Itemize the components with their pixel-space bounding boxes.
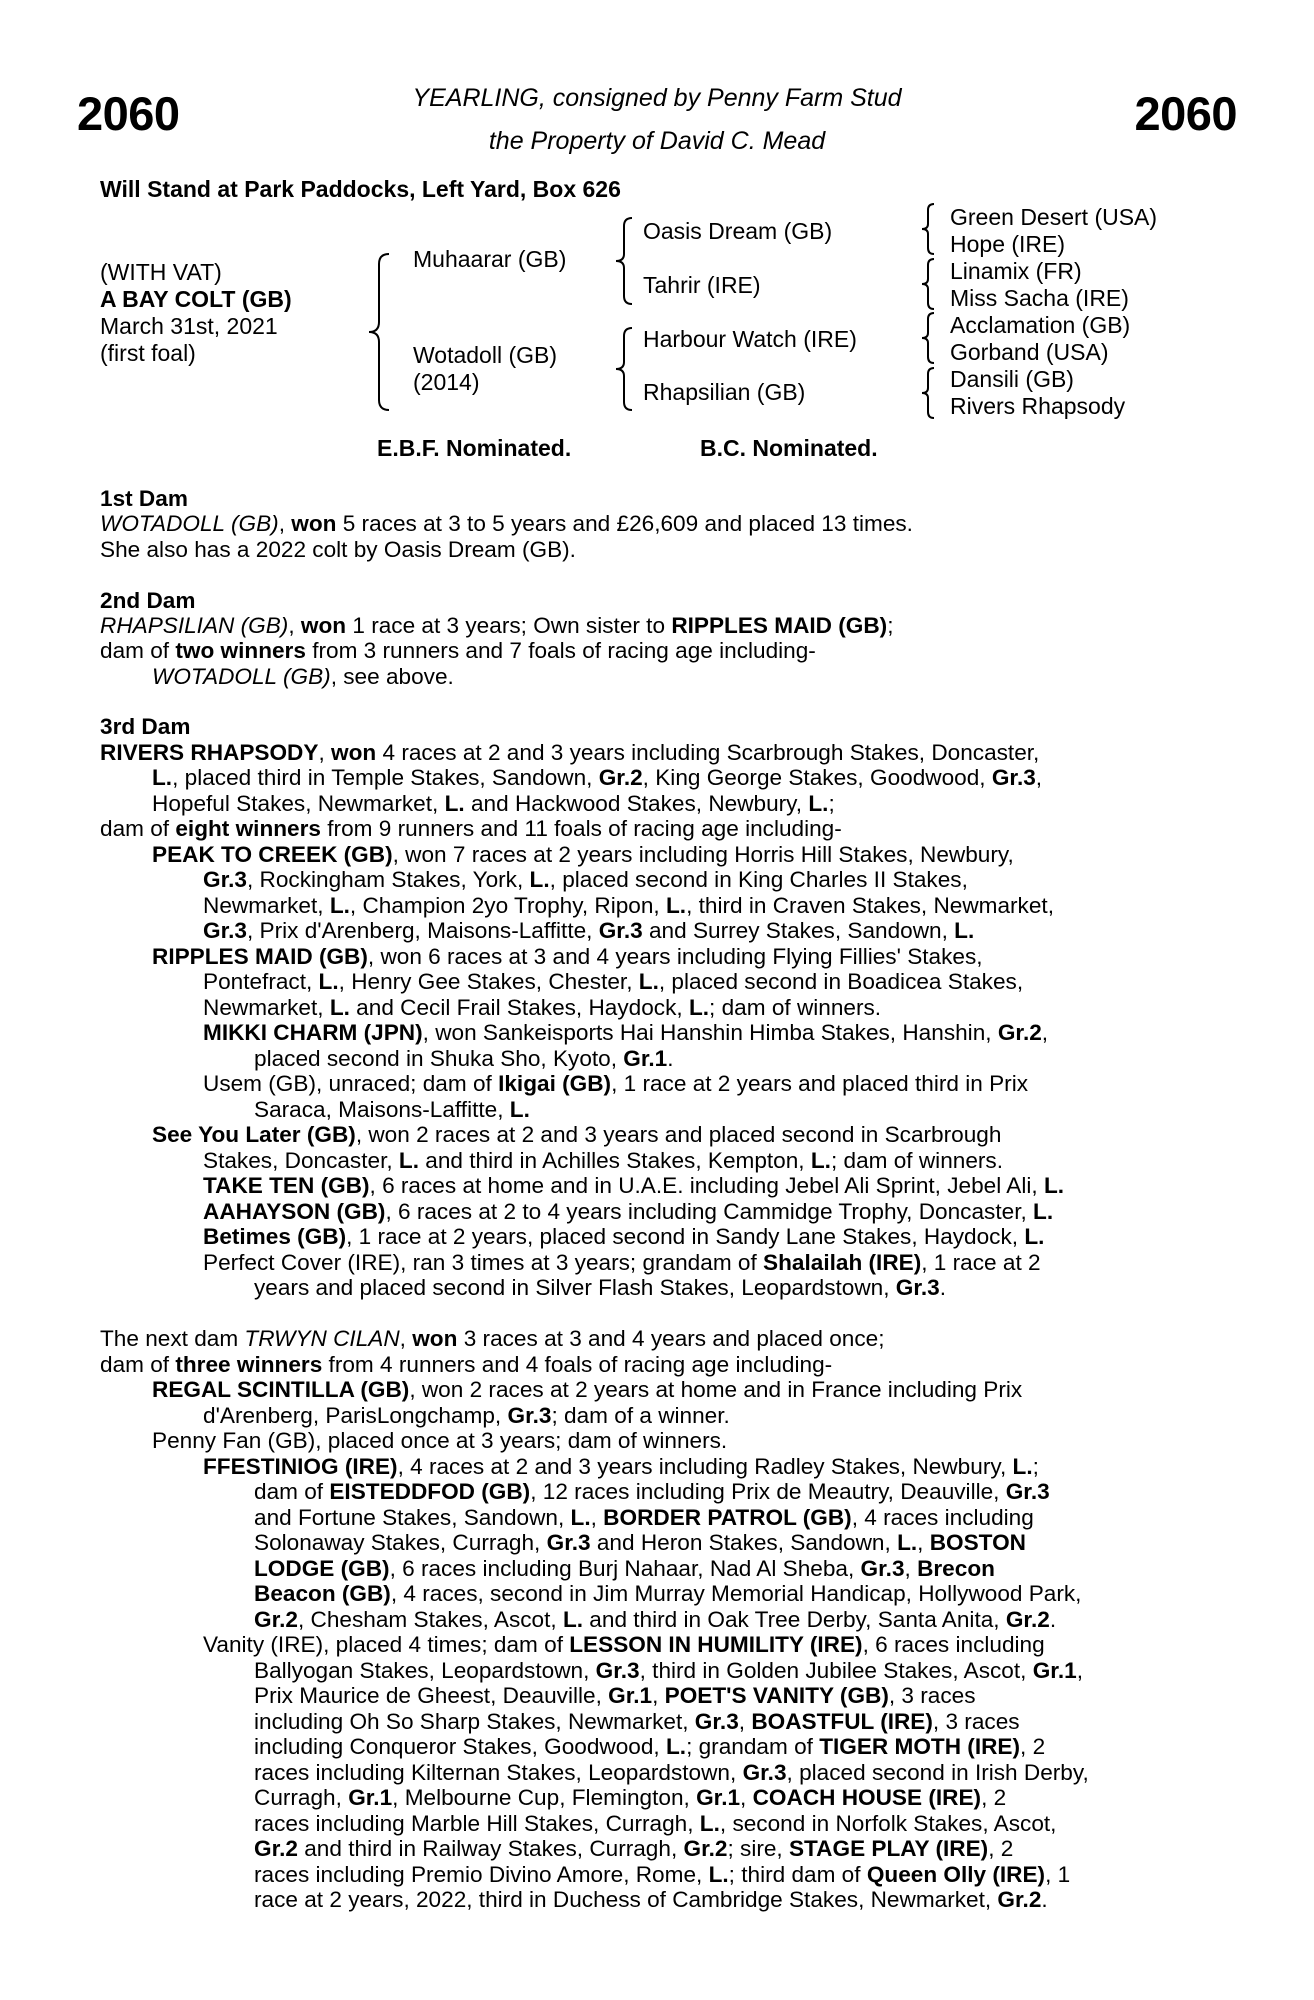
pedigree-brace-sire [612,216,636,306]
foal-note: (first foal) [100,340,196,366]
third-dam-line-3: Hopeful Stakes, Newmarket, L. and Hackwood Stakes, Newbury, L.; [152,791,835,816]
progeny-ffest-3: and Fortune Stakes, Sandown, L., BORDER PATROL (GB), 4 races including [254,1505,1034,1530]
pedigree-sire-sire: Oasis Dream (GB) [643,218,833,244]
progeny-ffest-7: Gr.2, Chesham Stakes, Ascot, L. and third in Oak Tree Derby, Santa Anita, Gr.2. [254,1607,1057,1632]
progeny-ffest-2: dam of EISTEDDFOD (GB), 12 races including Prix de Meautry, Deauville, Gr.3 [254,1479,1050,1504]
progeny-pennyfan: Penny Fan (GB), placed once at 3 years; dam of winners. [152,1428,728,1453]
progeny-ripples-2: Pontefract, L., Henry Gee Stakes, Chester, L., placed second in Boadicea Stakes, [203,969,1024,994]
third-dam-line-4: dam of eight winners from 9 runners and 11 foals of racing age including- [100,816,842,841]
pedigree-dam-year: (2014) [413,369,480,395]
bc-nominated: B.C. Nominated. [700,435,878,461]
vat-note: (WITH VAT) [100,259,222,285]
first-dam-line-2: She also has a 2022 colt by Oasis Dream (GB). [100,537,576,562]
progeny-ffest-6: Beacon (GB), 4 races, second in Jim Murray Memorial Handicap, Hollywood Park, [254,1581,1082,1606]
third-dam-line-1: RIVERS RHAPSODY, won 4 races at 2 and 3 years including Scarbrough Stakes, Doncaster, [100,740,1040,765]
progeny-ripples-3: Newmarket, L. and Cecil Frail Stakes, Haydock, L.; dam of winners. [203,995,882,1020]
progeny-vanity-4: including Oh So Sharp Stakes, Newmarket, Gr.3, BOASTFUL (IRE), 3 races [254,1709,1020,1734]
progeny-seeyou-2: Stakes, Doncaster, L. and third in Achilles Stakes, Kempton, L.; dam of winners. [203,1148,1003,1173]
progeny-peak-3: Newmarket, L., Champion 2yo Trophy, Ripon, L., third in Craven Stakes, Newmarket, [203,893,1054,918]
pedigree-sss: Green Desert (USA) [950,204,1158,230]
progeny-ffest-1: FFESTINIOG (IRE), 4 races at 2 and 3 years including Radley Stakes, Newbury, L.; [203,1454,1039,1479]
progeny-vanity-8: races including Marble Hill Stakes, Curragh, L., second in Norfolk Stakes, Ascot, [254,1811,1057,1836]
third-dam-line-2: L., placed third in Temple Stakes, Sandown, Gr.2, King George Stakes, Goodwood, Gr.3, [152,765,1043,790]
pedigree-brace-ss [918,202,938,256]
property-line: the Property of David C. Mead [488,127,826,155]
lot-number-right: 2060 [1134,87,1237,140]
progeny-aahayson: AAHAYSON (GB), 6 races at 2 to 4 years including Cammidge Trophy, Doncaster, L. [203,1199,1054,1224]
next-dam-line-1: The next dam TRWYN CILAN, won 3 races at 3 and 4 years and placed once; [100,1326,885,1351]
pedigree-brace-ds [918,311,938,365]
pedigree-sire: Muhaarar (GB) [413,246,567,272]
pedigree-dds: Dansili (GB) [950,366,1074,392]
pedigree-brace-dd [918,366,938,420]
progeny-vanity-3: Prix Maurice de Gheest, Deauville, Gr.1, POET'S VANITY (GB), 3 races [254,1683,976,1708]
pedigree-dsd: Gorband (USA) [950,339,1109,365]
progeny-betimes: Betimes (GB), 1 race at 2 years, placed second in Sandy Lane Stakes, Haydock, L. [203,1224,1045,1249]
first-dam-heading: 1st Dam [100,486,188,511]
pedigree-brace-dam [612,326,636,412]
progeny-ripples-1: RIPPLES MAID (GB), won 6 races at 3 and 4 years including Flying Fillies' Stakes, [152,944,983,969]
progeny-regal-1: REGAL SCINTILLA (GB), won 2 races at 2 years at home and in France including Prix [152,1377,1023,1402]
ebf-nominated: E.B.F. Nominated. [377,435,572,461]
second-dam-heading: 2nd Dam [100,588,196,613]
pedigree-brace-sd [918,257,938,311]
consignor-line: YEARLING, consigned by Penny Farm Stud [412,84,902,112]
first-dam-line-1: WOTADOLL (GB), won 5 races at 3 to 5 years and £26,609 and placed 13 times. [100,511,913,536]
progeny-perfect-1: Perfect Cover (IRE), ran 3 times at 3 years; grandam of Shalailah (IRE), 1 race at 2 [203,1250,1041,1275]
progeny-vanity-11: race at 2 years, 2022, third in Duchess of Cambridge Stakes, Newmarket, Gr.2. [254,1887,1048,1912]
progeny-taketen: TAKE TEN (GB), 6 races at home and in U.A.E. including Jebel Ali Sprint, Jebel Ali, L. [203,1173,1065,1198]
foaling-date: March 31st, 2021 [100,313,278,339]
pedigree-dam-dam: Rhapsilian (GB) [643,379,806,405]
second-dam-line-1: RHAPSILIAN (GB), won 1 race at 3 years; Own sister to RIPPLES MAID (GB); [100,613,894,638]
progeny-peak-4: Gr.3, Prix d'Arenberg, Maisons-Laffitte, Gr.3 and Surrey Stakes, Sandown, L. [203,918,975,943]
pedigree-ddd: Rivers Rhapsody [950,393,1126,419]
lot-number-left: 2060 [77,87,180,140]
pedigree-dam: Wotadoll (GB) [413,342,558,368]
progeny-vanity-2: Ballyogan Stakes, Leopardstown, Gr.3, third in Golden Jubilee Stakes, Ascot, Gr.1, [254,1658,1083,1683]
progeny-vanity-7: Curragh, Gr.1, Melbourne Cup, Flemington, Gr.1, COACH HOUSE (IRE), 2 [254,1785,1007,1810]
progeny-mikki-2: placed second in Shuka Sho, Kyoto, Gr.1. [254,1046,674,1071]
progeny-usem-2: Saraca, Maisons-Laffitte, L. [254,1097,530,1122]
progeny-mikki-1: MIKKI CHARM (JPN), won Sankeisports Hai Hanshin Himba Stakes, Hanshin, Gr.2, [203,1020,1049,1045]
pedigree-brace-main [365,252,395,412]
progeny-peak-2: Gr.3, Rockingham Stakes, York, L., placed second in King Charles II Stakes, [203,867,968,892]
third-dam-heading: 3rd Dam [100,714,191,739]
next-dam-line-2: dam of three winners from 4 runners and 4 foals of racing age including- [100,1352,833,1377]
progeny-usem-1: Usem (GB), unraced; dam of Ikigai (GB), 1 race at 2 years and placed third in Prix [203,1071,1029,1096]
progeny-seeyou-1: See You Later (GB), won 2 races at 2 and 3 years and placed second in Scarbrough [152,1122,1002,1147]
stand-location: Will Stand at Park Paddocks, Left Yard, Box 626 [100,176,621,202]
progeny-vanity-10: races including Premio Divino Amore, Rome, L.; third dam of Queen Olly (IRE), 1 [254,1862,1071,1887]
progeny-peak-1: PEAK TO CREEK (GB), won 7 races at 2 years including Horris Hill Stakes, Newbury, [152,842,1014,867]
progeny-ffest-5: LODGE (GB), 6 races including Burj Nahaar, Nad Al Sheba, Gr.3, Brecon [254,1556,995,1581]
pedigree-dss: Acclamation (GB) [950,312,1131,338]
horse-name: A BAY COLT (GB) [100,286,292,312]
pedigree-dam-sire: Harbour Watch (IRE) [643,326,857,352]
progeny-vanity-5: including Conqueror Stakes, Goodwood, L.; grandam of TIGER MOTH (IRE), 2 [254,1734,1046,1759]
second-dam-line-2: dam of two winners from 3 runners and 7 foals of racing age including- [100,638,816,663]
pedigree-sdd: Miss Sacha (IRE) [950,285,1129,311]
progeny-vanity-6: races including Kilternan Stakes, Leopardstown, Gr.3, placed second in Irish Derby, [254,1760,1089,1785]
progeny-ffest-4: Solonaway Stakes, Curragh, Gr.3 and Heron Stakes, Sandown, L., BOSTON [254,1530,1026,1555]
progeny-vanity-9: Gr.2 and third in Railway Stakes, Curragh, Gr.2; sire, STAGE PLAY (IRE), 2 [254,1836,1014,1861]
second-dam-line-3: WOTADOLL (GB), see above. [152,664,454,689]
progeny-vanity-1: Vanity (IRE), placed 4 times; dam of LESSON IN HUMILITY (IRE), 6 races including [203,1632,1045,1657]
progeny-perfect-2: years and placed second in Silver Flash Stakes, Leopardstown, Gr.3. [254,1275,947,1300]
pedigree-ssd: Hope (IRE) [950,231,1066,257]
progeny-regal-2: d'Arenberg, ParisLongchamp, Gr.3; dam of a winner. [203,1403,730,1428]
pedigree-sire-dam: Tahrir (IRE) [643,272,761,298]
pedigree-sds: Linamix (FR) [950,258,1082,284]
